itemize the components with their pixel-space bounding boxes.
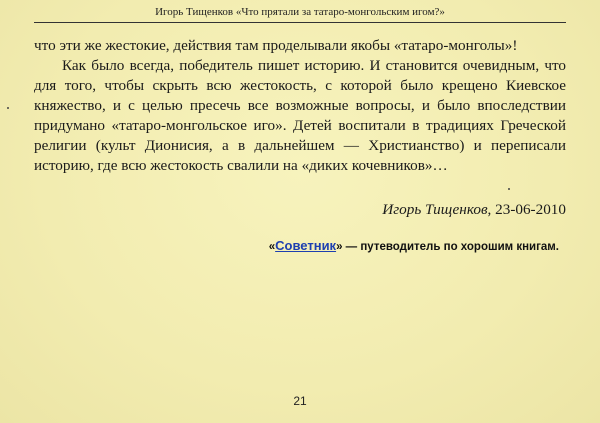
body-paragraph-1: что эти же жестокие, действия там проделывали якобы «татаро-монголы»! — [34, 37, 518, 54]
signature-date: , 23-06-2010 — [487, 201, 566, 218]
running-header: Игорь Тищенков «Что прятали за татаро-монгольским игом?» — [155, 6, 445, 18]
scan-speck — [7, 107, 9, 109]
signature — [34, 200, 566, 220]
promo-open-quote: « — [268, 241, 276, 253]
body-paragraph-2: Как было всегда, победитель пишет историю. И становится очевидным, что для того, чтобы скрыть всю жестокость, с которой было крещено Киевское княжество, и с целью пресечь все возможные вопросы, и было впоследствии придумано «татаро-монгольское иго». Детей воспитали в традициях Греческой религии (культ Дионисия, а в дальнейшем — Христианство) и переписали историю, где всю жестокость свалили на «диких кочевников»… — [34, 57, 566, 174]
signature-author: Игорь Тищенков — [382, 201, 488, 218]
scan-speck — [508, 188, 510, 190]
header-divider — [34, 22, 566, 23]
body-text — [34, 36, 566, 176]
sovetnik-link[interactable]: Советник — [275, 238, 337, 253]
page-number: 21 — [293, 394, 307, 408]
promo-line — [34, 238, 559, 255]
promo-tagline: » — путеводитель по хорошим книгам. — [336, 241, 559, 253]
